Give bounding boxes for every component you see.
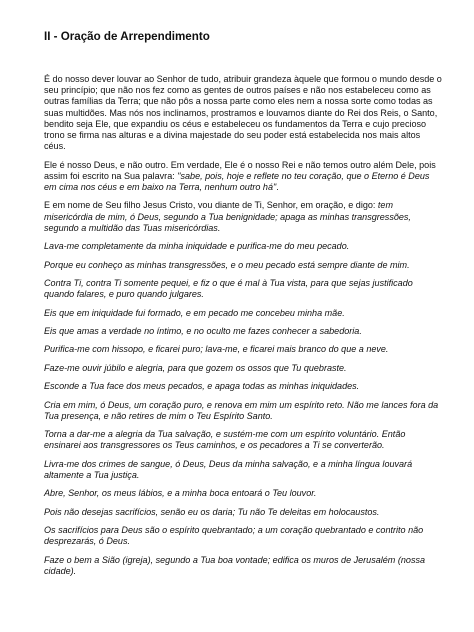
body-text: Ele é nosso Deus, e não outro. Em verdade, Ele é o nosso Rei e não temos outro além Dele, pois assim foi escrito na Sua palavra: <box>44 159 436 181</box>
italic-text: tem misericórdia de mim, ó Deus, segundo a Tua benignidade; apaga as minhas transgressões, segundo a multidão das Tuas misericórdias. <box>44 200 411 233</box>
paragraph <box>44 308 442 319</box>
paragraph <box>44 200 442 234</box>
document-body <box>44 74 442 577</box>
body-text: É do nosso dever louvar ao Senhor de tudo, atribuir grandeza àquele que formou o mundo desde o seu princípio; que não nos fez como as gentes de outros países e não nos estabeleceu como as outras famílias da Terra; que não pôs a nossa parte como eles nem a nossa sorte como todas as suas multidões. Mas nós nos inclinamos, prostramos e louvamos diante do Rei dos Reis, o Santo, bendito seja Ele, que expandiu os céus e estabeleceu os fundamentos da Terra e cujo precioso trono se firma nas alturas e a divina majestade do seu poder está estabelecida nos mais altos céus. <box>44 74 442 152</box>
paragraph <box>44 326 442 337</box>
italic-text: Lava-me completamente da minha iniquidade e purifica-me do meu pecado. <box>44 241 350 252</box>
italic-text: Contra Ti, contra Ti somente pequei, e fiz o que é mal à Tua vista, para que sejas justificado quando falares, e puro quando julgares. <box>44 277 413 300</box>
italic-text: Esconde a Tua face dos meus pecados, e apaga todas as minhas iniquidades. <box>44 381 360 392</box>
italic-text: Cria em mim, ó Deus, um coração puro, e renova em mim um espírito reto. Não me lances fora da Tua presença, e não retires de mim o Teu Espírito Santo. <box>44 399 439 421</box>
paragraph <box>44 555 442 577</box>
paragraph <box>44 241 442 252</box>
paragraph <box>44 344 442 355</box>
italic-text: Torna a dar-me a alegria da Tua salvação, e sustém-me com um espírito voluntário. Então ensinarei aos transgressores os Teus caminhos, e os pecadores a Ti se converterão. <box>44 429 406 451</box>
paragraph <box>44 400 442 422</box>
paragraph <box>44 429 442 451</box>
italic-text: "sabe, pois, hoje e reflete no teu coração, que o Eterno é Deus em cima nos céus e em baixo na Terra, nenhum outro há" <box>44 170 430 193</box>
italic-text: Eis que amas a verdade no íntimo, e no oculto me fazes conhecer a sabedoria. <box>44 325 362 336</box>
italic-text: Pois não desejas sacrifícios, senão eu os daria; Tu não Te deleitas em holocaustos. <box>44 506 380 517</box>
paragraph <box>44 363 442 374</box>
italic-text: Porque eu conheço as minhas transgressões, e o meu pecado está sempre diante de mim. <box>44 259 410 270</box>
italic-text: Abre, Senhor, os meus lábios, e a minha boca entoará o Teu louvor. <box>44 488 317 499</box>
paragraph <box>44 260 442 271</box>
body-text: E em nome de Seu filho Jesus Cristo, vou diante de Ti, Senhor, em oração, e digo: <box>44 200 378 211</box>
italic-text: Eis que em iniquidade fui formado, e em pecado me concebeu minha mãe. <box>44 307 345 318</box>
italic-text: Livra-me dos crimes de sangue, ó Deus, Deus da minha salvação, e a minha língua louvará altamente a Tua justiça. <box>44 458 413 480</box>
italic-text: Faze o bem a Sião (igreja), segundo a Tua boa vontade; edifica os muros de Jerusalém (nossa cidade). <box>44 554 426 576</box>
italic-text: Faze-me ouvir júbilo e alegria, para que gozem os ossos que Tu quebraste. <box>44 362 347 373</box>
paragraph <box>44 74 442 152</box>
paragraph <box>44 525 442 547</box>
document-title: II - Oração de Arrependimento <box>44 30 210 43</box>
paragraph <box>44 278 442 300</box>
paragraph <box>44 160 442 194</box>
italic-text: Purifica-me com hissopo, e ficarei puro; lava-me, e ficarei mais branco do que a neve. <box>44 344 389 355</box>
paragraph <box>44 381 442 392</box>
paragraph <box>44 459 442 481</box>
paragraph <box>44 488 442 499</box>
paragraph <box>44 507 442 518</box>
italic-text: Os sacrifícios para Deus são o espírito quebrantado; a um coração quebrantado e contrito não desprezarás, ó Deus. <box>44 525 424 547</box>
body-text: . <box>276 182 279 193</box>
